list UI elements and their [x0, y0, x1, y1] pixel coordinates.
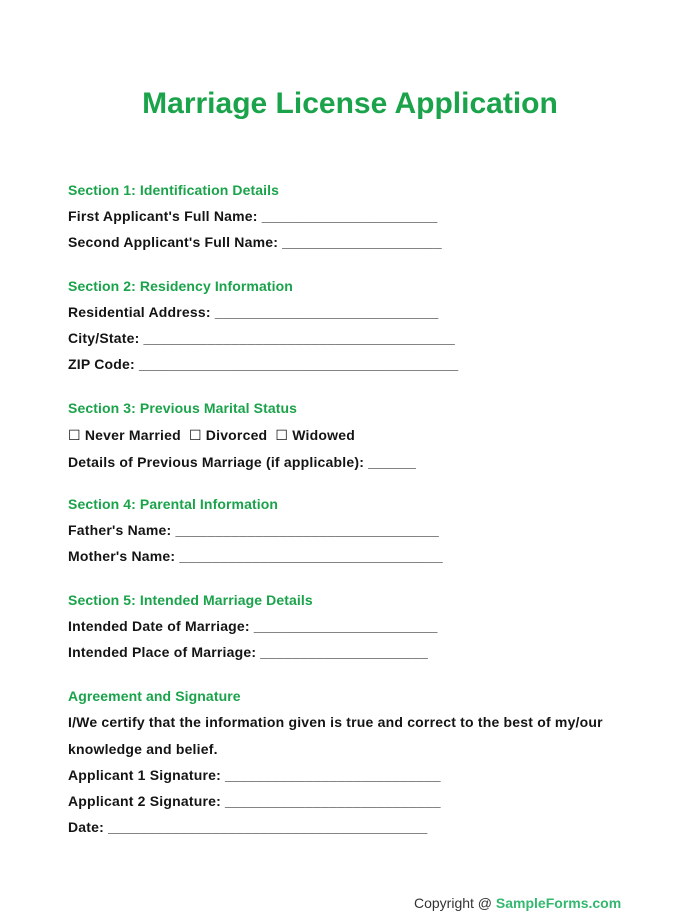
checkbox-icon[interactable]: ☐: [188, 427, 202, 443]
page-title: Marriage License Application: [142, 87, 558, 120]
certification-text-line-2: knowledge and belief.: [68, 741, 218, 757]
first-applicant-name-field[interactable]: First Applicant's Full Name: ______________________: [68, 208, 438, 224]
previous-marriage-details-field[interactable]: Details of Previous Marriage (if applicable): ______: [68, 454, 417, 470]
checkbox-icon[interactable]: ☐: [275, 427, 289, 443]
option-label: Never Married: [84, 427, 181, 443]
checkbox-icon[interactable]: ☐: [68, 427, 81, 443]
option-label: Widowed: [292, 427, 355, 443]
certification-text-line-1: I/We certify that the information given is true and correct to the best of my/our: [68, 714, 603, 730]
intended-place-field[interactable]: Intended Place of Marriage: _____________________: [68, 644, 429, 660]
date-field[interactable]: Date: ________________________________________: [68, 819, 428, 835]
residential-address-field[interactable]: Residential Address: ____________________________: [68, 304, 439, 320]
section-4-heading: Section 4: Parental Information: [68, 496, 279, 512]
copyright-footer: [414, 894, 621, 912]
section-5-heading: Section 5: Intended Marriage Details: [68, 592, 313, 608]
section-1-heading: Section 1: Identification Details: [68, 182, 280, 198]
agreement-heading: Agreement and Signature: [68, 688, 241, 704]
section-2-heading: Section 2: Residency Information: [68, 278, 293, 294]
zip-code-field[interactable]: ZIP Code: ________________________________________: [68, 356, 459, 372]
section-3-heading: Section 3: Previous Marital Status: [68, 400, 298, 416]
option-widowed[interactable]: [275, 426, 355, 444]
option-never-married[interactable]: [68, 426, 181, 444]
mother-name-field[interactable]: Mother's Name: _________________________________: [68, 548, 443, 564]
second-applicant-name-field[interactable]: Second Applicant's Full Name: ____________________: [68, 234, 442, 250]
father-name-field[interactable]: Father's Name: _________________________________: [68, 522, 440, 538]
applicant-1-signature-field[interactable]: Applicant 1 Signature: ___________________________: [68, 767, 441, 783]
brand-link[interactable]: SampleForms.com: [495, 895, 622, 911]
applicant-2-signature-field[interactable]: Applicant 2 Signature: ___________________________: [68, 793, 441, 809]
city-state-field[interactable]: City/State: _______________________________________: [68, 330, 455, 346]
option-divorced[interactable]: [189, 426, 267, 444]
intended-date-field[interactable]: Intended Date of Marriage: _______________________: [68, 618, 438, 634]
copyright-prefix: Copyright @: [414, 895, 496, 911]
marital-status-options: [68, 426, 359, 444]
option-label: Divorced: [205, 427, 268, 443]
